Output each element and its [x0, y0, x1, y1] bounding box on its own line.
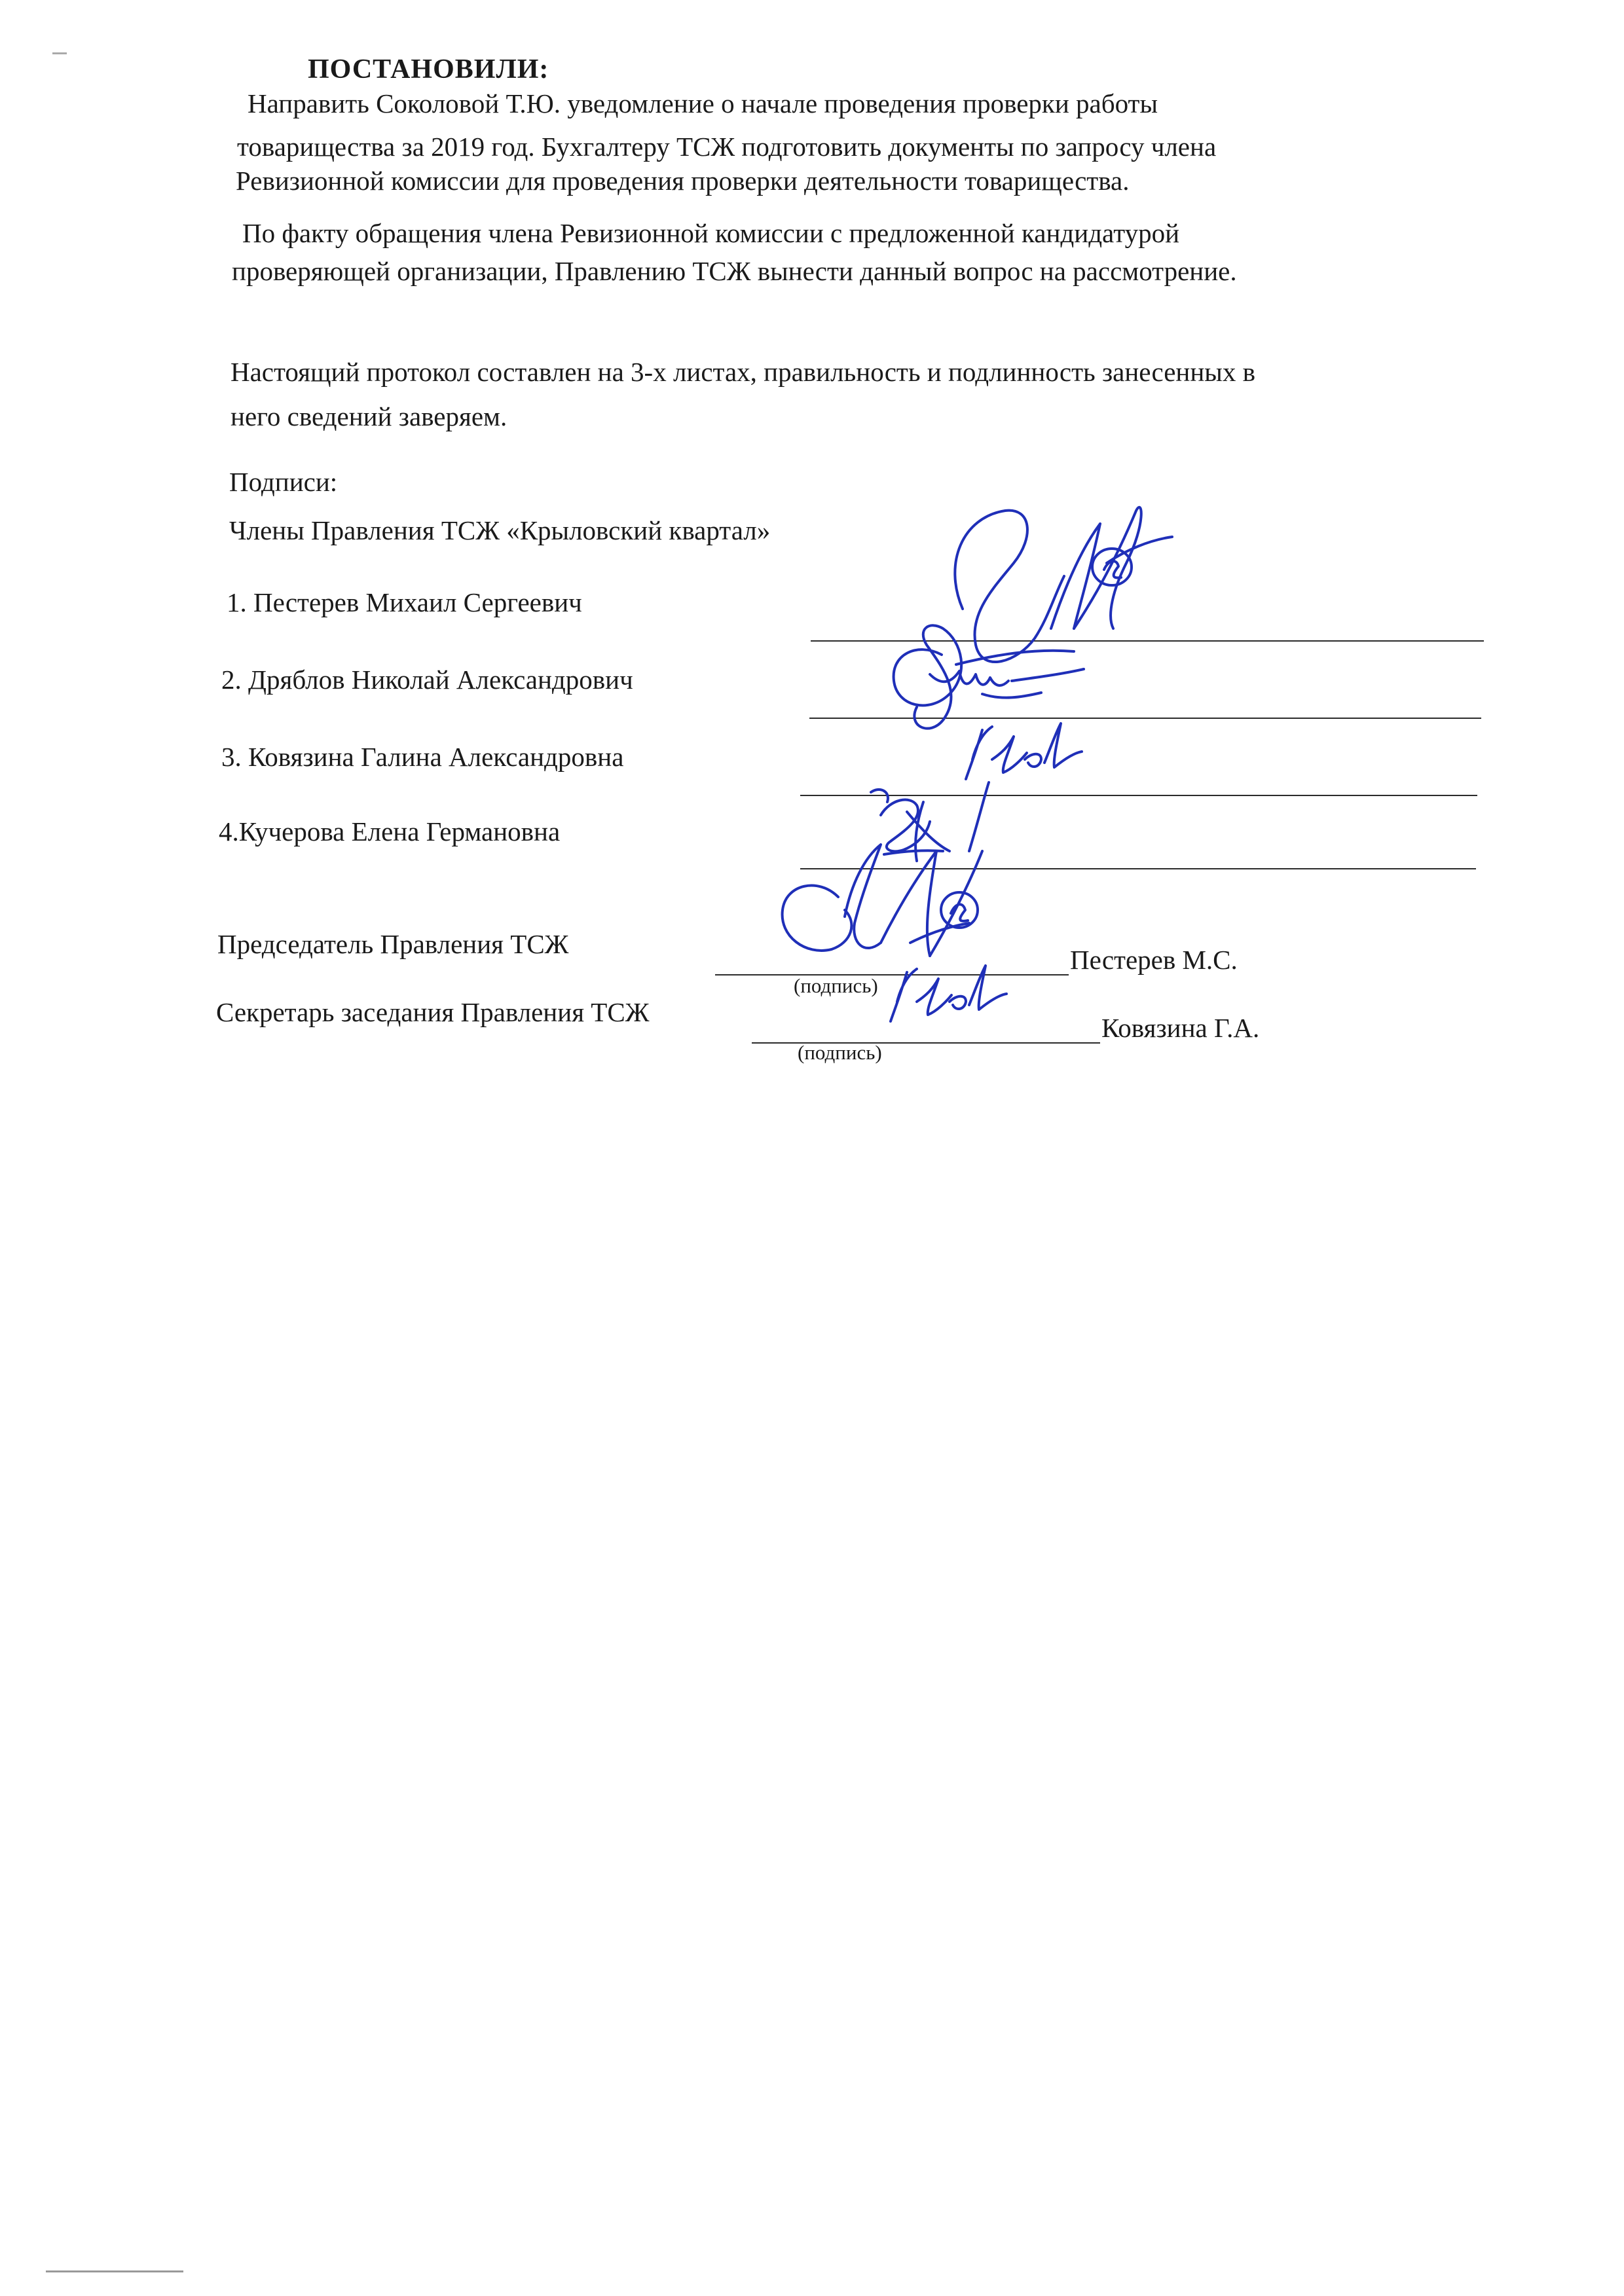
secretary-role: Секретарь заседания Правления ТСЖ — [216, 997, 650, 1027]
signature-pesterev — [955, 507, 1172, 662]
signature-dryablov — [894, 625, 1084, 728]
resolution-line-3: Ревизионной комиссии для проведения проверки деятельности товарищества. — [236, 166, 1130, 196]
signature-pesterev-chairman — [783, 845, 982, 956]
members-heading: Члены Правления ТСЖ «Крыловский квартал» — [229, 515, 771, 545]
member-4: 4.Кучерова Елена Германовна — [219, 816, 561, 847]
chairman-role: Председатель Правления ТСЖ — [217, 929, 569, 959]
statement-line-1: Настоящий протокол составлен на 3-х листах, правильность и подлинность занесенных в — [231, 357, 1255, 387]
signature-kovyazina-1 — [966, 723, 1082, 779]
member-1: 1. Пестерев Михаил Сергеевич — [227, 587, 582, 617]
secretary-signature-caption: (подпись) — [798, 1041, 882, 1064]
secretary-name: Ковязина Г.А. — [1101, 1013, 1260, 1043]
resolution-line-2: товарищества за 2019 год. Бухгалтеру ТСЖ подготовить документы по запросу члена — [237, 132, 1217, 162]
resolution-heading: ПОСТАНОВИЛИ: — [308, 54, 549, 84]
member-3: 3. Ковязина Галина Александровна — [221, 742, 624, 772]
member-2: 2. Дряблов Николай Александрович — [221, 665, 633, 695]
signature-kucherova — [871, 782, 989, 861]
signatures-label: Подписи: — [229, 467, 338, 497]
statement-line-2: него сведений заверяем. — [231, 401, 507, 431]
chairman-name: Пестерев М.С. — [1070, 945, 1238, 975]
signature-kovyazina-secretary — [891, 966, 1006, 1021]
resolution-line-5: проверяющей организации, Правлению ТСЖ вынести данный вопрос на рассмотрение. — [232, 256, 1237, 286]
resolution-line-4: По факту обращения члена Ревизионной комиссии с предложенной кандидатурой — [242, 218, 1180, 248]
resolution-line-1: Направить Соколовой Т.Ю. уведомление о начале проведения проверки работы — [248, 88, 1158, 118]
chairman-signature-caption: (подпись) — [794, 974, 878, 997]
